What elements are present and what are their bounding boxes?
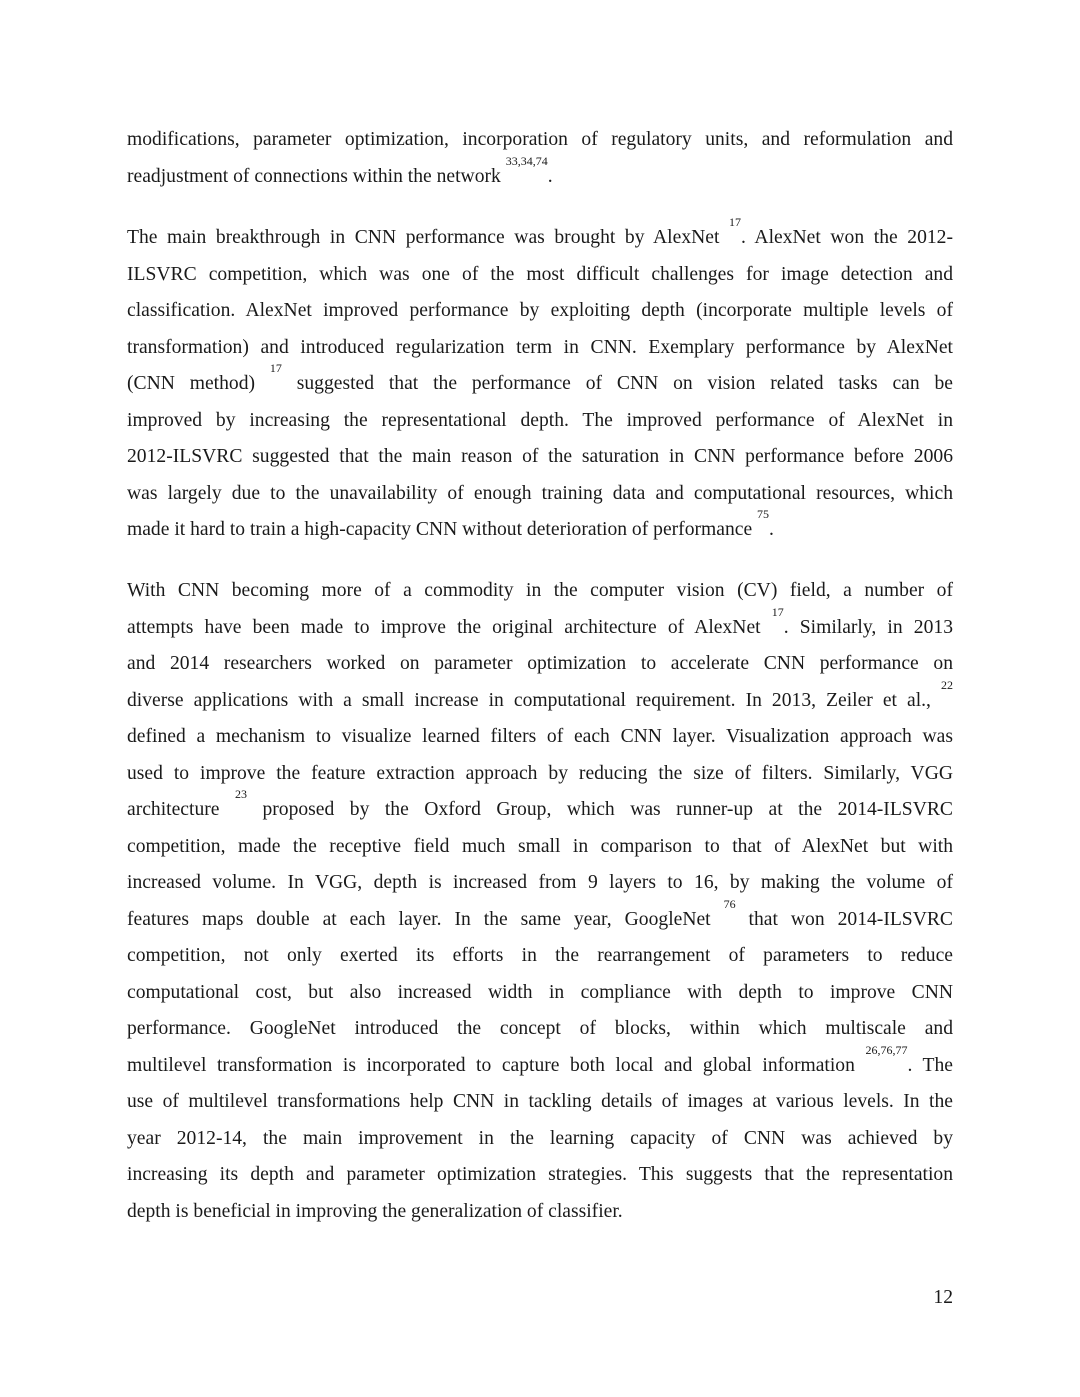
text-line <box>127 1200 953 1224</box>
text-line <box>127 871 953 895</box>
line-text-continued: . <box>769 519 774 540</box>
line-text: increasing its depth and parameter optimization strategies. This suggests that the representation <box>127 1164 953 1185</box>
text-line <box>127 409 953 433</box>
text-line <box>127 215 953 250</box>
text-line <box>127 507 953 542</box>
line-text: 2012-ILSVRC suggested that the main reason of the saturation in CNN performance before 2006 <box>127 446 953 467</box>
line-text-continued: that won 2014-ILSVRC <box>735 909 953 930</box>
text-line <box>127 482 953 506</box>
line-text: competition, made the receptive field much small in comparison to that of AlexNet but with <box>127 836 953 857</box>
text-line <box>127 263 953 287</box>
page-number: 12 <box>933 1287 953 1308</box>
line-text: increased volume. In VGG, depth is increased from 9 layers to 16, by making the volume of <box>127 872 953 893</box>
text-line <box>127 762 953 786</box>
text-line <box>127 678 953 713</box>
text-line <box>127 1043 954 1078</box>
text-line <box>127 579 953 603</box>
line-text: was largely due to the unavailability of enough training data and computational resources, which <box>127 483 953 504</box>
line-text: depth is beneficial in improving the generalization of classifier. <box>127 1201 623 1222</box>
line-text: used to improve the feature extraction approach by reducing the size of filters. Similarly, VGG <box>127 763 953 784</box>
text-line <box>127 336 953 360</box>
line-text-continued: proposed by the Oxford Group, which was runner-up at the 2014-ILSVRC <box>246 799 953 820</box>
line-text-continued: . <box>547 166 553 187</box>
text-line <box>127 725 953 749</box>
citation-reference: 17 <box>729 215 742 229</box>
line-text: ILSVRC competition, which was one of the most difficult challenges for image detection and <box>127 264 953 285</box>
line-text-continued: . AlexNet won the 2012- <box>741 227 953 248</box>
line-text: improved by increasing the representational depth. The improved performance of AlexNet in <box>127 410 953 431</box>
text-line <box>127 1163 953 1187</box>
text-line <box>127 445 953 469</box>
text-line <box>127 652 953 676</box>
line-text: features maps double at each layer. In the same year, GoogleNet <box>127 909 724 930</box>
citation-reference: 17 <box>269 361 282 375</box>
text-line <box>127 1127 953 1151</box>
line-text: use of multilevel transformations help CNN in tackling details of images at various levels. In the <box>127 1091 953 1112</box>
line-text: computational cost, but also increased width in compliance with depth to improve CNN <box>127 982 953 1003</box>
line-text-continued: . Similarly, in 2013 <box>783 617 953 638</box>
line-text: modifications, parameter optimization, incorporation of regulatory units, and reformulation and <box>127 129 953 150</box>
line-text-continued: . The <box>907 1055 954 1076</box>
line-text: (CNN method) <box>127 373 270 394</box>
line-text: transformation) and introduced regularization term in CNN. Exemplary performance by AlexNet <box>127 337 953 358</box>
line-text: year 2012-14, the main improvement in the learning capacity of CNN was achieved by <box>127 1128 953 1149</box>
line-text: multilevel transformation is incorporated to capture both local and global information <box>127 1055 866 1076</box>
text-line <box>127 1090 953 1114</box>
line-text: readjustment of connections within the network <box>127 166 506 187</box>
text-line <box>127 361 953 396</box>
line-text: attempts have been made to improve the original architecture of AlexNet <box>127 617 772 638</box>
text-line <box>127 299 953 323</box>
text-line <box>127 154 953 189</box>
line-text: and 2014 researchers worked on parameter optimization to accelerate CNN performance on <box>127 653 953 674</box>
text-line <box>127 787 953 822</box>
text-line <box>127 605 953 640</box>
line-text: With CNN becoming more of a commodity in the computer vision (CV) field, a number of <box>127 580 953 601</box>
line-text-continued: suggested that the performance of CNN on vision related tasks can be <box>281 373 953 394</box>
text-line <box>127 981 953 1005</box>
text-line <box>127 1017 953 1041</box>
citation-reference: 33,34,74 <box>505 154 548 168</box>
text-line <box>127 897 953 932</box>
citation-reference: 23 <box>234 787 247 801</box>
citation-reference: 22 <box>941 678 953 692</box>
line-text: diverse applications with a small increase in computational requirement. In 2013, Zeiler et al., <box>127 690 941 711</box>
line-text: competition, not only exerted its efforts in the rearrangement of parameters to reduce <box>127 945 953 966</box>
citation-reference: 76 <box>723 897 736 911</box>
text-line <box>127 128 953 152</box>
citation-reference: 75 <box>757 507 770 521</box>
line-text: defined a mechanism to visualize learned filters of each CNN layer. Visualization approach was <box>127 726 953 747</box>
line-text: performance. GoogleNet introduced the concept of blocks, within which multiscale and <box>127 1018 953 1039</box>
line-text: classification. AlexNet improved performance by exploiting depth (incorporate multiple levels of <box>127 300 953 321</box>
citation-reference: 26,76,77 <box>865 1043 908 1057</box>
line-text: The main breakthrough in CNN performance was brought by AlexNet <box>127 227 730 248</box>
line-text: architecture <box>127 799 235 820</box>
text-line <box>127 835 953 859</box>
line-text: made it hard to train a high-capacity CNN without deterioration of performance <box>127 519 758 540</box>
citation-reference: 17 <box>771 605 784 619</box>
text-line <box>127 944 953 968</box>
